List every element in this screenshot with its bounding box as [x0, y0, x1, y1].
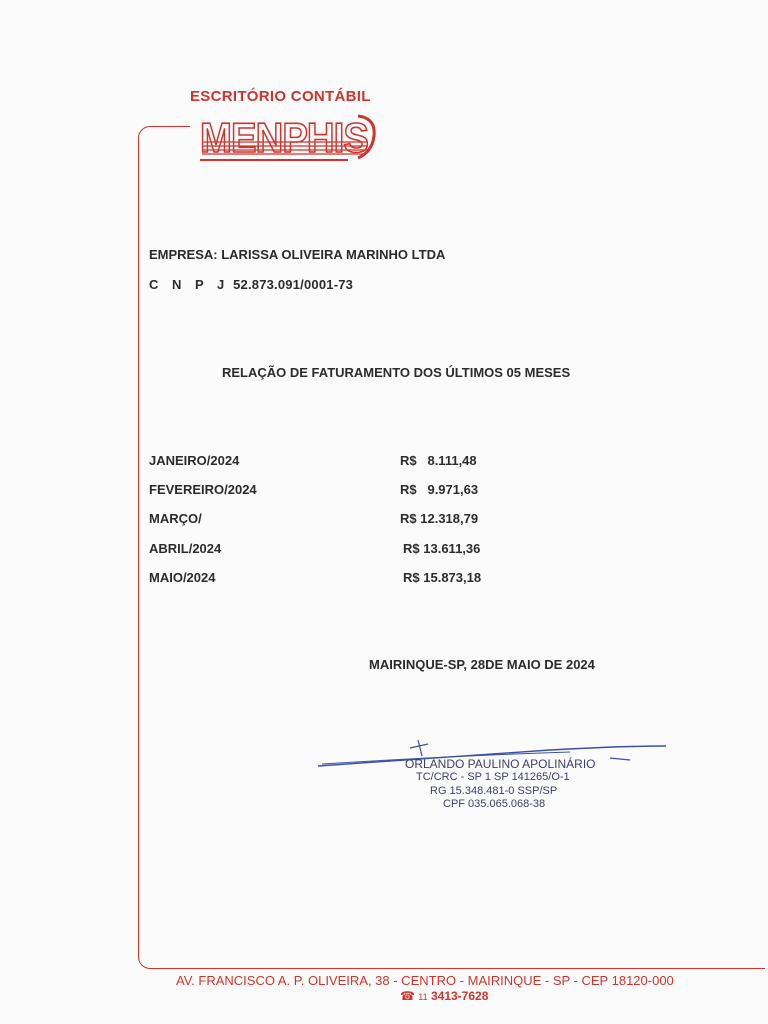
month-amount [400, 511, 478, 526]
place-and-date: MAIRINQUE-SP, 28DE MAIO DE 2024 [369, 657, 595, 672]
phone-area-code: 11 [418, 992, 428, 1002]
frame-top-corner [138, 126, 153, 141]
month-label: MARÇO/ [149, 511, 202, 526]
currency-label: R$ [400, 511, 417, 526]
amount-value: 8.111,48 [427, 453, 477, 468]
amount-value: 15.873,18 [423, 570, 482, 585]
frame-bottom-corner [138, 954, 153, 969]
frame-top-line [150, 126, 190, 127]
report-title: RELAÇÃO DE FATURAMENTO DOS ÚLTIMOS 05 MESES [222, 365, 571, 380]
signatory-crc: TC/CRC - SP 1 SP 141265/O-1 [416, 771, 570, 783]
company-logo [198, 112, 380, 166]
month-label: ABRIL/2024 [149, 541, 222, 556]
month-label: JANEIRO/2024 [149, 453, 240, 468]
currency-label: R$ [403, 570, 420, 585]
cnpj-value: 52.873.091/0001-73 [233, 277, 354, 292]
phone-number: 3413-7628 [430, 989, 489, 1003]
month-amount [403, 570, 481, 585]
frame-bottom-line [150, 968, 765, 969]
amount-value: 12.318,79 [420, 511, 479, 526]
month-label: MAIO/2024 [149, 570, 216, 585]
signatory-name: ORLANDO PAULINO APOLINÁRIO [405, 757, 596, 771]
month-amount [400, 453, 477, 468]
footer-address: AV. FRANCISCO A. P. OLIVEIRA, 38 - CENTRO - MAIRINQUE - SP - CEP 18120-000 [176, 973, 674, 988]
currency-label: R$ [403, 541, 420, 556]
frame-left-line [138, 138, 139, 958]
month-amount [400, 482, 478, 497]
svg-text:MENPHIS: MENPHIS [200, 114, 368, 161]
currency-label: R$ [400, 482, 417, 497]
company-name: EMPRESA: LARISSA OLIVEIRA MARINHO LTDA [149, 247, 446, 262]
company-cnpj [149, 277, 353, 292]
amount-value: 9.971,63 [427, 482, 479, 497]
footer-phone [400, 989, 488, 1003]
month-label: FEVEREIRO/2024 [149, 482, 257, 497]
currency-label: R$ [400, 453, 417, 468]
telephone-icon: ☎ [400, 989, 415, 1003]
cnpj-label: C N P J [149, 277, 230, 292]
month-amount [403, 541, 480, 556]
amount-value: 13.611,36 [423, 541, 481, 556]
office-label: ESCRITÓRIO CONTÁBIL [190, 88, 371, 105]
signatory-rg: RG 15.348.481-0 SSP/SP [430, 785, 558, 797]
signatory-cpf: CPF 035.065.068-38 [443, 798, 546, 810]
